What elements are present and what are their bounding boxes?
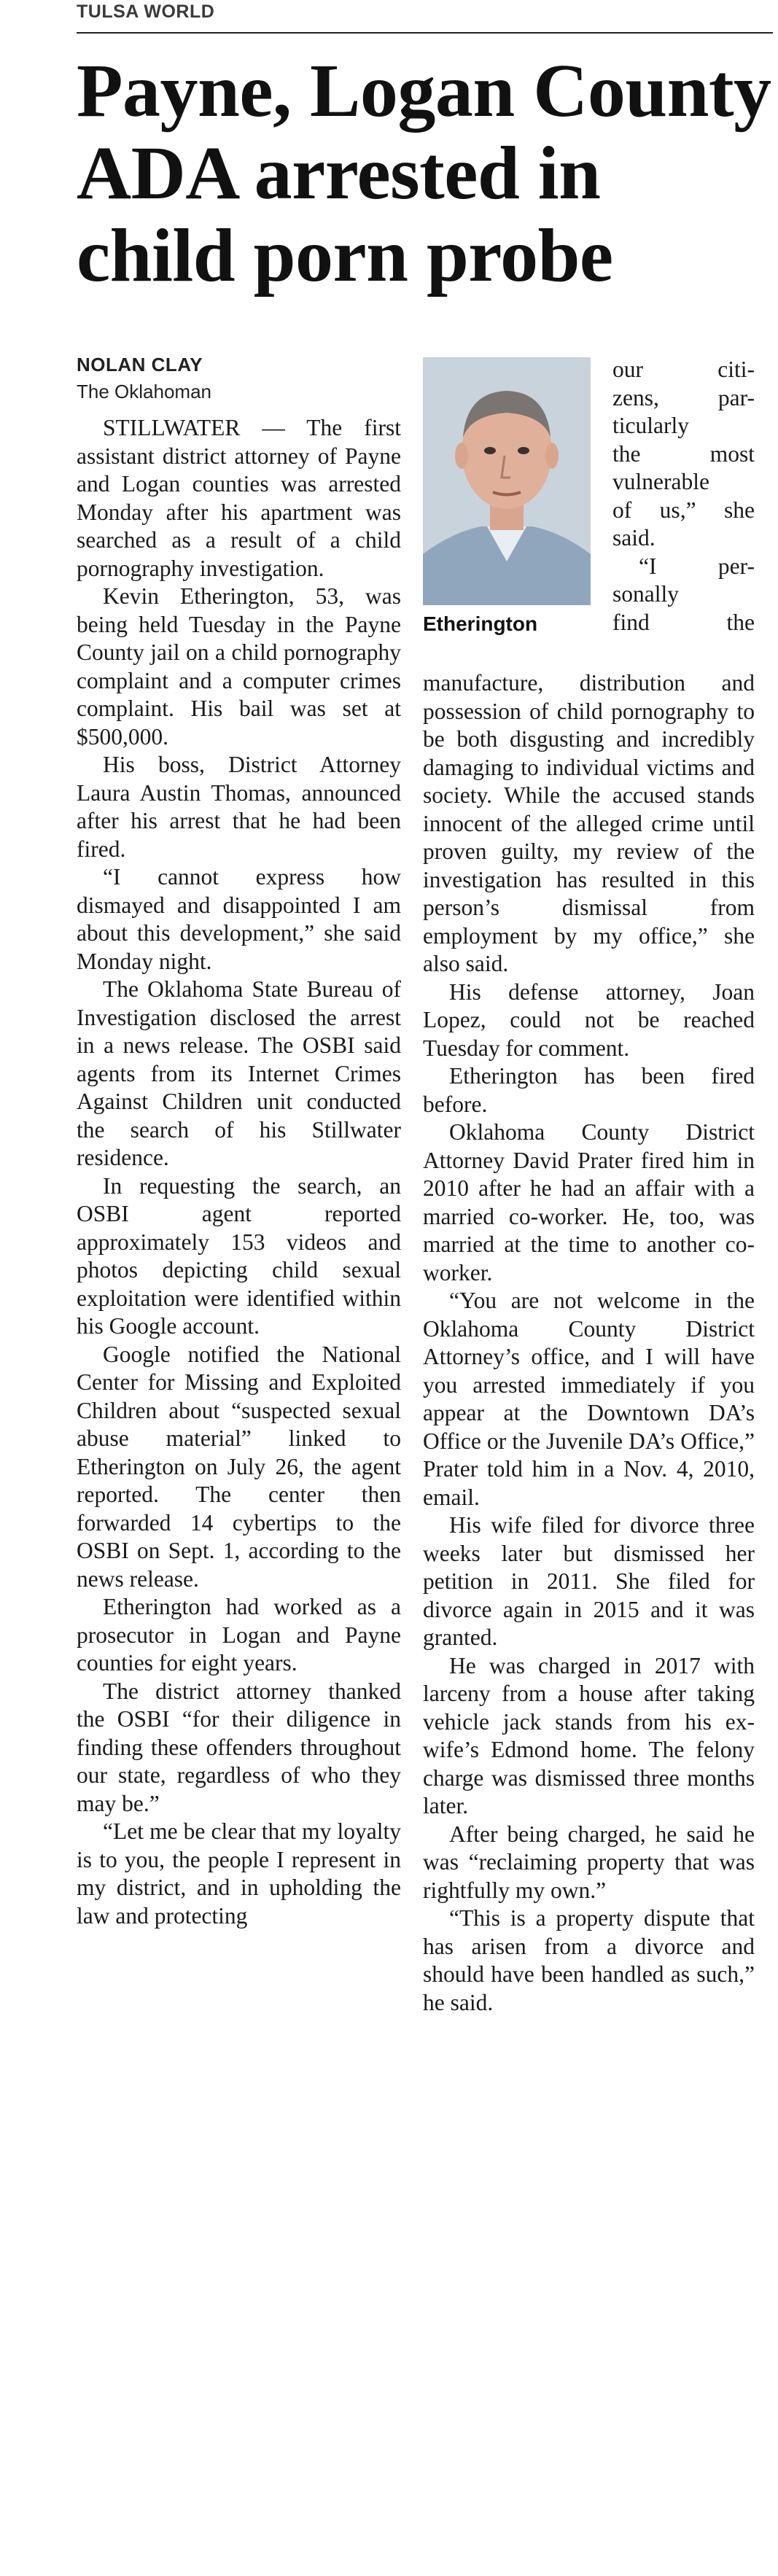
headline xyxy=(77,50,773,297)
paragraph: The Oklahoma State Bureau of Investigation disclosed the arrest in a news release. The OSBI said agents from its Internet Crimes Against Children unit conducted the search of his Stillwater residence. xyxy=(77,976,401,1170)
headshot-photo xyxy=(423,357,591,605)
paragraph: The district attorney thanked the OSBI “for their diligence in finding these offenders throughout our state, regardless of who they may be.” xyxy=(77,1678,401,1816)
wrap-line: vulnerable xyxy=(612,469,709,494)
wrap-text-beside-photo xyxy=(612,356,755,637)
paragraph: “This is a property dispute that has arisen from a divorce and should have been handled as such,” he said. xyxy=(423,1905,755,2015)
photo-caption: Etherington xyxy=(423,612,538,635)
publication-name: TULSA WORLD xyxy=(77,1,215,22)
paragraph: Kevin Etherington, 53, was being held Tuesday in the Payne County jail on a child pornography complaint and a computer crimes complaint. His bail was set at $500,000. xyxy=(77,583,401,750)
wrap-line: “I per- xyxy=(639,553,755,579)
paragraph: His boss, District Attorney Laura Austin Thomas, announced after his arrest that he had been fired. xyxy=(77,752,401,862)
paragraph: His defense attorney, Joan Lopez, could not be reached Tuesday for comment. xyxy=(423,978,755,1061)
wrap-line: of us,” she xyxy=(612,497,755,523)
paragraph: Oklahoma County District Attorney David Prater fired him in 2010 after he had an affair with a married co-worker. He, too, was married at the time to another co-worker. xyxy=(423,1119,755,1285)
paragraph: “Let me be clear that my loyalty is to you, the people I represent in my district, and in upholding the law and protecting xyxy=(77,1818,401,1929)
byline-outlet: The Oklahoman xyxy=(77,381,211,402)
headline-line-1: Payne, Logan County xyxy=(77,49,771,133)
paragraph: He was charged in 2017 with larceny from a house after taking vehicle jack stands from his ex-wife’s Edmond home. The felony charge was dismissed three months later. xyxy=(423,1652,755,1818)
paragraph: Etherington has been fired before. xyxy=(423,1063,755,1117)
paragraph: His wife filed for divorce three weeks later but dismissed her petition in 2011. She filed for divorce again in 2015 and it was granted. xyxy=(423,1512,755,1650)
paragraph: “I cannot express how dismayed and disappointed I am about this development,” she said Monday night. xyxy=(77,864,401,974)
paragraph: Google notified the National Center for Missing and Exploited Children about “suspected sexual abuse material” linked to Etherington on July 26, the agent reported. The center then forwarded 14 cybertips to the OSBI on Sept. 1, according to the news release. xyxy=(77,1341,401,1592)
byline-author: NOLAN CLAY xyxy=(77,354,203,375)
wrap-line: find the xyxy=(612,609,755,635)
wrap-line: our citi- xyxy=(612,357,755,382)
header-rule xyxy=(77,32,773,34)
portrait-image xyxy=(423,357,591,605)
paragraph: “You are not welcome in the Oklahoma County District Attorney’s office, and I will have you arrested immediately if you appear at the Downtown DA’s Office or the Juvenile DA’s Office,” Prater told him in a Nov. 4, 2010, email. xyxy=(423,1288,755,1510)
paragraph: STILLWATER — The first assistant district attorney of Payne and Logan counties was arrested Monday after his apartment was searched as a result of a child pornography investigation. xyxy=(77,415,401,581)
wrap-line: sonally xyxy=(612,581,679,607)
article-column-2 xyxy=(423,669,755,2017)
paragraph: In requesting the search, an OSBI agent reported approximately 153 videos and photos depicting child sexual exploitation were identified within his Google account. xyxy=(77,1172,401,1339)
article-column-1 xyxy=(77,414,401,1930)
wrap-line: ticularly xyxy=(612,413,689,438)
wrap-line: zens, par- xyxy=(612,384,755,410)
paragraph: manufacture, distribution and possession of child pornography to be both disgusting and incredibly damaging to individual victims and society. While the accused stands innocent of the alleged crime until proven guilty, my review of the investigation has resulted in this person’s dismissal from employment by my office,” she also said. xyxy=(423,670,755,976)
headline-line-2: ADA arrested in xyxy=(77,131,601,215)
paragraph: Etherington had worked as a prosecutor in Logan and Payne counties for eight years. xyxy=(77,1594,401,1676)
wrap-line: the most xyxy=(612,440,755,467)
wrap-line: said. xyxy=(612,525,656,550)
headline-line-3: child porn probe xyxy=(77,214,613,297)
paragraph: After being charged, he said he was “reclaiming property that was rightfully my own.” xyxy=(423,1821,755,1903)
